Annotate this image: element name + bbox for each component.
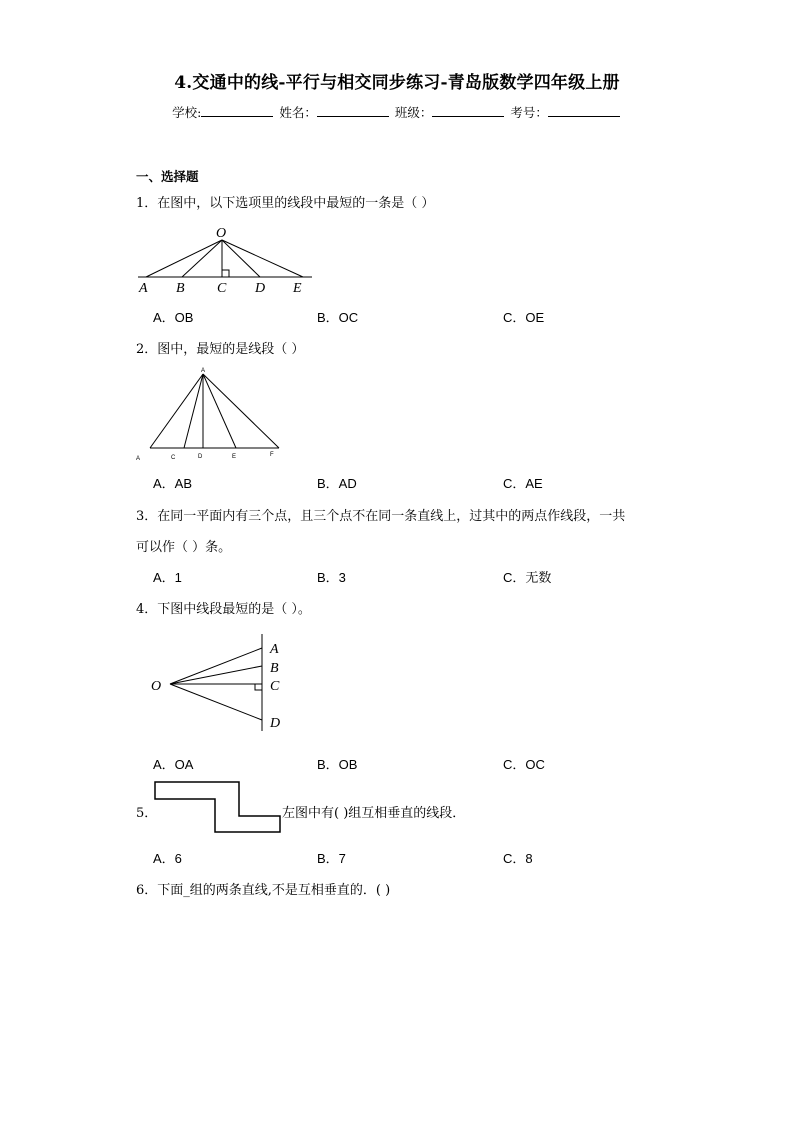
- q3-option-b[interactable]: B．3: [317, 570, 346, 585]
- q1-label-o: O: [216, 226, 227, 241]
- q5-option-b[interactable]: B．7: [317, 851, 346, 866]
- q3-option-c[interactable]: C．无数: [503, 570, 552, 585]
- q2-label-top-a: A: [201, 368, 206, 374]
- number-label: 考号：: [510, 105, 548, 120]
- q1-option-a[interactable]: A．OB: [153, 310, 194, 325]
- class-label: 班级：: [394, 105, 433, 120]
- q1-label-c: C: [217, 281, 227, 296]
- question-6-stem: 6．下面_组的两条直线,不是互相垂直的．( ): [136, 883, 391, 898]
- question-1-stem: 1．在图中，以下选项里的线段中最短的一条是（ ）: [136, 196, 435, 211]
- q4-label-c: C: [270, 679, 280, 694]
- q4-label-b: B: [270, 661, 279, 676]
- question-5-number: 5．: [136, 806, 158, 821]
- q1-label-e: E: [293, 281, 302, 296]
- question-5-stem: 左图中有( )组互相垂直的线段．: [282, 806, 466, 821]
- q1-label-d: D: [255, 281, 266, 296]
- q4-option-b[interactable]: B．OB: [317, 757, 358, 772]
- question-2-stem: 2．图中，最短的是线段（ ）: [136, 342, 305, 357]
- question-3-stem-line2: 可以作（ ）条。: [136, 540, 232, 555]
- q2-option-c[interactable]: C．AE: [503, 476, 543, 491]
- q2-option-b[interactable]: B．AD: [317, 476, 357, 491]
- q5-option-a[interactable]: A．6: [153, 851, 182, 866]
- q1-option-b[interactable]: B．OC: [317, 310, 359, 325]
- q2-label-e: E: [232, 454, 237, 460]
- q2-label-c: C: [171, 455, 176, 461]
- q2-label-d: D: [198, 454, 203, 460]
- q4-option-a[interactable]: A．OA: [153, 757, 194, 772]
- q2-label-a: A: [136, 456, 141, 462]
- q4-label-d: D: [270, 716, 281, 731]
- q2-option-a[interactable]: A．AB: [153, 476, 193, 491]
- q5-option-c[interactable]: C．8: [503, 851, 533, 866]
- school-label: 学校:: [172, 105, 202, 120]
- q1-option-c[interactable]: C．OE: [503, 310, 545, 325]
- q1-label-a: A: [139, 281, 148, 296]
- q4-label-o: O: [151, 679, 162, 694]
- q4-label-a: A: [270, 642, 279, 657]
- question-3-stem-line1: 3．在同一平面内有三个点，且三个点不在同一条直线上，过其中的两点作线段，一共: [136, 509, 626, 524]
- section-heading: 一、选择题: [136, 169, 199, 184]
- q4-option-c[interactable]: C．OC: [503, 757, 545, 772]
- question-4-stem: 4．下图中线段最短的是（ ）。: [136, 602, 311, 617]
- name-label: 姓名：: [279, 105, 317, 120]
- q2-label-f: F: [270, 452, 274, 458]
- q1-label-b: B: [176, 281, 185, 296]
- q5-zigzag-shape: [155, 782, 280, 832]
- page-title: 4.交通中的线-平行与相交同步练习-青岛版数学四年级上册: [174, 73, 620, 93]
- q3-option-a[interactable]: A．1: [153, 570, 182, 585]
